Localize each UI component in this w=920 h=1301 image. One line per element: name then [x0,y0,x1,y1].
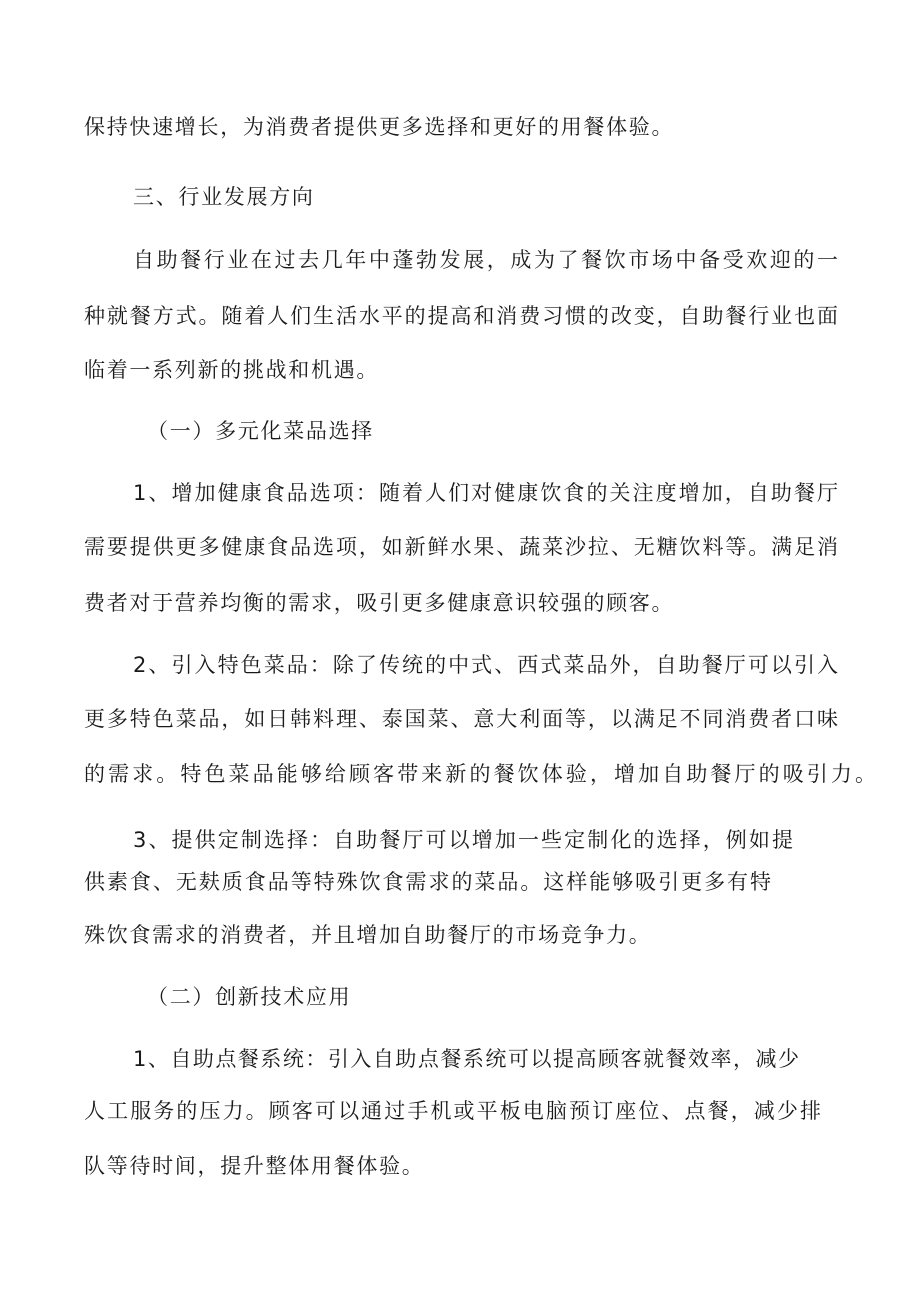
paragraph-line: 保持快速增长，为消费者提供更多选择和更好的用餐体验。 [84,115,675,139]
paragraph-line: 供素食、无麸质食品等特殊饮食需求的菜品。这样能够吸引更多有特 [84,870,771,894]
paragraph-line: 种就餐方式。随着人们生活水平的提高和消费习惯的改变，自助餐行业也面 [84,304,838,328]
paragraph-line: 临着一系列新的挑战和机遇。 [84,358,380,382]
paragraph-line: 3、提供定制选择：自助餐厅可以增加一些定制化的选择，例如提 [133,828,793,852]
subsection-heading: （一）多元化菜品选择 [147,419,374,443]
paragraph-line: 1、增加健康食品选项：随着人们对健康饮食的关注度增加，自助餐厅 [133,481,838,505]
paragraph-line: 1、自助点餐系统：引入自助点餐系统可以提高顾客就餐效率，减少 [133,1047,799,1071]
paragraph-line: 费者对于营养均衡的需求，吸引更多健康意识较强的顾客。 [84,591,675,615]
paragraph-line: 自助餐行业在过去几年中蓬勃发展，成为了餐饮市场中备受欢迎的一 [133,248,838,272]
paragraph-line: 队等待时间，提升整体用餐体验。 [84,1154,425,1178]
paragraph-line: 需要提供更多健康食品选项，如新鲜水果、蔬菜沙拉、无糖饮料等。满足消 [84,535,838,559]
paragraph-line: 人工服务的压力。顾客可以通过手机或平板电脑预订座位、点餐，减少排 [84,1099,821,1123]
subsection-heading: （二）创新技术应用 [147,985,352,1009]
paragraph-line: 2、引入特色菜品：除了传统的中式、西式菜品外，自助餐厅可以引入 [133,653,838,677]
paragraph-line: 殊饮食需求的消费者，并且增加自助餐厅的市场竞争力。 [84,923,652,947]
section-heading: 三、行业发展方向 [133,185,315,209]
paragraph-line: 更多特色菜品，如日韩料理、泰国菜、意大利面等，以满足不同消费者口味 [84,707,838,731]
paragraph-line: 的需求。特色菜品能够给顾客带来新的餐饮体验，增加自助餐厅的吸引力。 [84,762,876,786]
